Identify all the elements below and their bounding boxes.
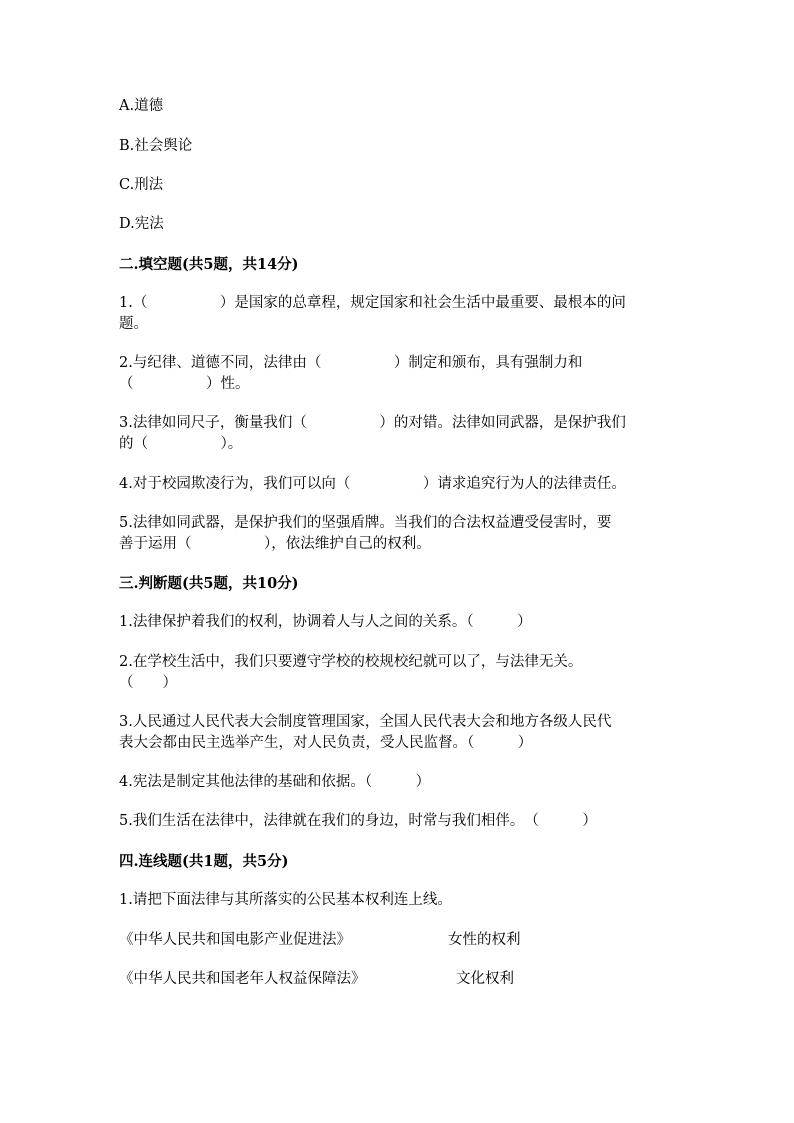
match-right-item-1: 女性的权利 — [448, 932, 521, 948]
match-left-item-1: 《中华人民共和国电影产业促进法》 — [119, 932, 351, 948]
fill-q4-line1: 4.对于校园欺凌行为，我们可以向（ ）请求追究行为人的法律责任。 — [119, 476, 626, 492]
fill-section-heading: 二.填空题(共5题，共14分) — [119, 256, 299, 273]
option-d: D.宪法 — [119, 216, 164, 232]
fill-q2-line2: （ ）性。 — [119, 376, 250, 392]
judge-q2-line1: 2.在学校生活中，我们只要遵守学校的校规校纪就可以了，与法律无关。 — [119, 654, 583, 670]
fill-q2-line1: 2.与纪律、道德不同，法律由（ ）制定和颁布，具有强制力和 — [119, 355, 583, 371]
fill-q5-line2: 善于运用（ ），依法维护自己的权利。 — [119, 536, 431, 552]
judge-q1-line1: 1.法律保护着我们的权利，协调着人与人之间的关系。（ ） — [119, 614, 532, 630]
judge-section-heading: 三.判断题(共5题，共10分) — [119, 575, 299, 592]
judge-q3-line1: 3.人民通过人民代表大会制度管理国家，全国人民代表大会和地方各级人民代 — [119, 714, 612, 730]
fill-q1-line1: 1.（ ）是国家的总章程，规定国家和社会生活中最重要、最根本的问 — [119, 295, 626, 311]
option-b: B.社会舆论 — [119, 138, 193, 154]
fill-q1-line2: 题。 — [119, 316, 148, 332]
match-right-item-2: 文化权利 — [456, 971, 514, 987]
fill-q3-line1: 3.法律如同尺子，衡量我们（ ）的对错。法律如同武器，是保护我们 — [119, 415, 626, 431]
judge-q5-line1: 5.我们生活在法律中，法律就在我们的身边，时常与我们相伴。 （ ） — [119, 813, 597, 829]
judge-q3-line2: 表大会都由民主选举产生，对人民负责，受人民监督。（ ） — [119, 735, 533, 751]
match-q1-prompt: 1.请把下面法律与其所落实的公民基本权利连上线。 — [119, 892, 452, 908]
fill-q3-line2: 的（ ）。 — [119, 436, 243, 452]
match-left-item-2: 《中华人民共和国老年人权益保障法》 — [119, 971, 366, 987]
option-c: C.刑法 — [119, 177, 164, 193]
fill-q5-line1: 5.法律如同武器，是保护我们的坚强盾牌。当我们的合法权益遭受侵害时，要 — [119, 515, 612, 531]
judge-q4-line1: 4.宪法是制定其他法律的基础和依据。（ ） — [119, 774, 431, 790]
match-section-heading: 四.连线题(共1题，共5分) — [119, 853, 289, 870]
option-a: A.道德 — [119, 98, 164, 114]
judge-q2-line2: （ ） — [119, 675, 177, 691]
